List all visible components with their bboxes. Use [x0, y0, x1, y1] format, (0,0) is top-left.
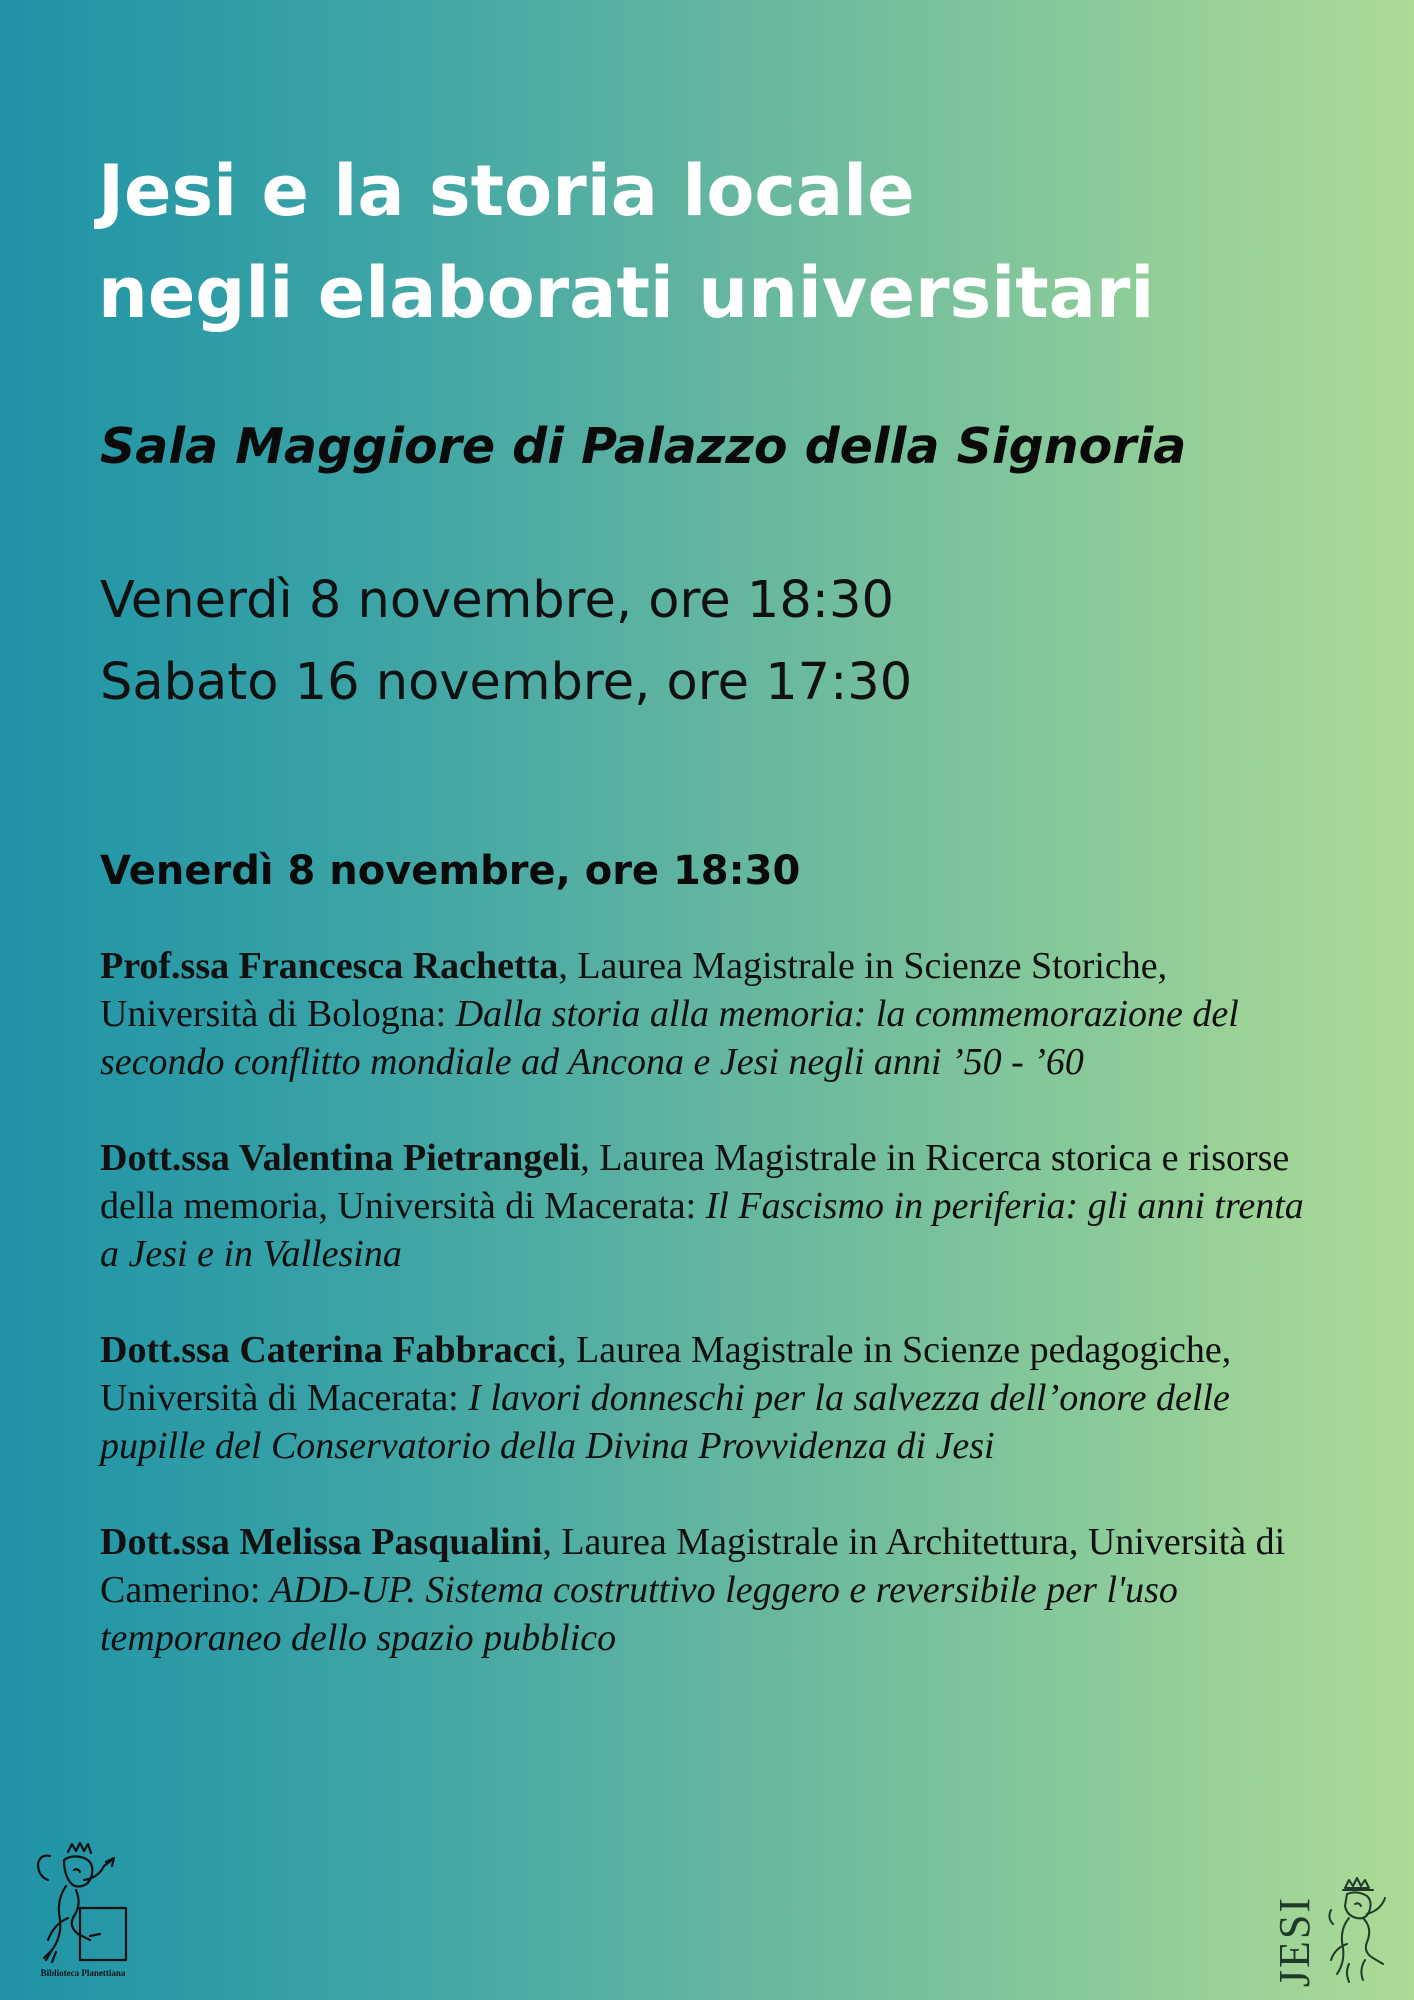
event-dates: [100, 560, 912, 724]
talk-topic: Dalla storia alla memoria: la commemorazione del secondo conflitto mondiale ad Ancona e Jesi negli anni ’50 - ’60: [100, 993, 1239, 1083]
event-date-2: Sabato 16 novembre, ore 17:30: [100, 653, 913, 712]
talk-item: [100, 1326, 1330, 1470]
biblioteca-logo: [28, 1840, 138, 1990]
title-line-1: Jesi e la storia locale: [98, 150, 915, 232]
talk-affiliation: , Laurea Magistrale in Ricerca storica e risorse della memoria, Università di Macerata:: [100, 1137, 1290, 1227]
talk-topic: Il Fascismo in periferia: gli anni trenta a Jesi e in Vallesina: [100, 1185, 1304, 1275]
jesi-logo: [1270, 1872, 1399, 1988]
event-date-1: Venerdì 8 novembre, ore 18:30: [100, 571, 894, 630]
jesi-wordmark: JESI: [1270, 1895, 1320, 1988]
talk-topic: I lavori donneschi per la salvezza dell’onore delle pupille del Conservatorio della Divina Provvidenza di Jesi: [100, 1377, 1230, 1467]
crowned-lion-crest-icon: [1325, 1874, 1397, 1986]
biblioteca-caption: Biblioteca Planettiana: [40, 1968, 126, 1978]
lion-rampant-icon: [28, 1840, 138, 1968]
talk-item: [100, 1518, 1330, 1662]
title-line-2: negli elaborati universitari: [98, 252, 1155, 334]
talk-speaker: Prof.ssa Francesca Rachetta: [100, 945, 559, 987]
poster-title: [98, 140, 1318, 344]
talk-speaker: Dott.ssa Valentina Pietrangeli: [100, 1137, 581, 1179]
talk-affiliation: , Laurea Magistrale in Scienze Storiche, Università di Bologna:: [100, 945, 1168, 1035]
talk-item: [100, 1134, 1330, 1278]
talk-speaker: Dott.ssa Melissa Pasqualini: [100, 1521, 543, 1563]
talk-item: [100, 942, 1330, 1086]
talk-topic: ADD-UP. Sistema costruttivo leggero e reversibile per l'uso temporaneo dello spazio pubblico: [100, 1569, 1178, 1659]
session-heading: Venerdì 8 novembre, ore 18:30: [100, 848, 801, 894]
talk-affiliation: , Laurea Magistrale in Architettura, Università di Camerino:: [100, 1521, 1286, 1611]
talk-speaker: Dott.ssa Caterina Fabbracci: [100, 1329, 557, 1371]
venue: Sala Maggiore di Palazzo della Signoria: [100, 418, 1187, 475]
talk-affiliation: , Laurea Magistrale in Scienze pedagogiche, Università di Macerata:: [100, 1329, 1232, 1419]
